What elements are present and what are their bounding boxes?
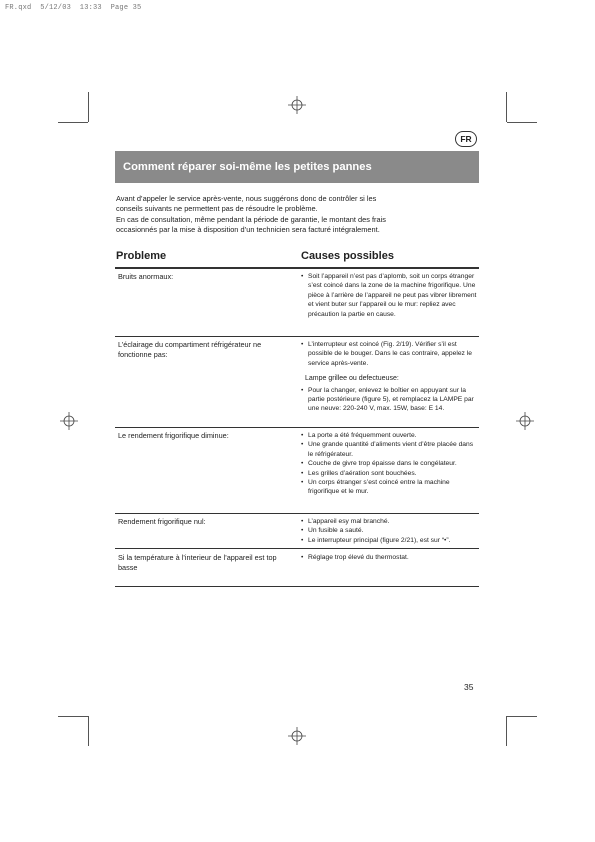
causes-cell	[301, 431, 478, 497]
registration-mark-icon	[288, 727, 306, 745]
problem-text: L’éclairage du compartiment réfrigérateur ne fonctionne pas:	[118, 340, 262, 359]
intro-line: Avant d’appeler le service après-vente, nous suggérons donc de contrôler si les	[116, 194, 377, 203]
row-divider	[115, 336, 479, 337]
cause-item: • Un fusible a sauté.	[301, 526, 478, 535]
cause-subheading: Lampe grillee ou defectueuse:	[305, 375, 399, 383]
cause-item: • Un corps étranger s’est coincé entre la machine frigorifique et le mur.	[301, 478, 478, 497]
causes-cell	[301, 517, 478, 545]
causes-column-header: Causes possibles	[301, 250, 394, 262]
registration-mark-icon	[516, 412, 534, 430]
problem-text: Bruits anormaux:	[118, 272, 174, 281]
cause-item: • Les grilles d’aération sont bouchées.	[301, 469, 478, 478]
cause-item: • Une grande quantité d’aliments vient d’être placée dans le réfrigérateur.	[301, 440, 478, 459]
row-divider	[115, 548, 479, 549]
crop-mark	[58, 716, 88, 717]
problem-text: Le rendement frigorifique diminue:	[118, 431, 229, 440]
registration-mark-icon	[288, 96, 306, 114]
table-header-rule	[115, 267, 479, 269]
crop-mark	[506, 716, 507, 746]
problem-column-header: Probleme	[116, 250, 167, 262]
intro-line: En cas de consultation, même pendant la période de garantie, le montant des frais	[116, 214, 386, 224]
intro-line: occasionnés par la mise à disposition d’un technicien sera facturé intégralement.	[116, 225, 380, 235]
cause-item: • L’appareil esy mal branché.	[301, 517, 478, 526]
crop-mark	[88, 716, 89, 746]
cause-item: • Soit l’appareil n’est pas d’aplomb, soit un corps étranger s’est coincé dans la zone de la machine frigorifique. Une pièce à l’arrière de l’appareil ne peut pas vibrer librement et vient buter sur l’appareil ou le mur: repliez avec précaution la partie en cause.	[301, 272, 478, 319]
crop-mark	[88, 92, 89, 122]
crop-mark	[507, 716, 537, 717]
problem-text: Rendement frigorifique nul:	[118, 517, 206, 526]
cause-item: • La porte a été fréquemment ouverte.	[301, 431, 478, 440]
registration-mark-icon	[60, 412, 78, 430]
cause-item: • Couche de givre trop épaisse dans le congélateur.	[301, 459, 478, 468]
causes-cell	[301, 272, 478, 319]
cause-item: • Le interrupteur principal (figure 2/21), est sur “•”.	[301, 536, 478, 545]
print-slug: FR.qxd 5/12/03 13:33 Page 35	[5, 4, 142, 12]
row-divider	[115, 513, 479, 514]
crop-mark	[506, 92, 507, 122]
page-number: 35	[464, 682, 474, 692]
intro-line: conseils suivants ne permettent pas de résoudre le problème.	[116, 204, 318, 214]
cause-item: • Réglage trop élevé du thermostat.	[301, 553, 478, 562]
row-divider	[115, 427, 479, 428]
intro-text	[116, 194, 478, 236]
page-title: Comment réparer soi-même les petites pannes	[115, 151, 479, 183]
causes-cell	[301, 340, 478, 414]
cause-item: • L’interrupteur est coincé (Fig. 2/19). Vérifier s’il est possible de le bouger. Dans le cas contraire, appelez le service après-vente.	[301, 340, 478, 368]
crop-mark	[58, 122, 88, 123]
cause-item: • Pour la changer, enlevez le boîtier en appuyant sur la partie postérieure (figure 5), et remplacez la LAMPE par une neuve: 220-240 V, max. 15W, base: E 14.	[301, 386, 478, 414]
causes-cell	[301, 553, 478, 562]
language-badge: FR	[455, 131, 477, 147]
crop-mark	[507, 122, 537, 123]
table-bottom-rule	[115, 586, 479, 587]
problem-text: Si la température à l’interieur de l’appareil est top basse	[118, 553, 277, 572]
